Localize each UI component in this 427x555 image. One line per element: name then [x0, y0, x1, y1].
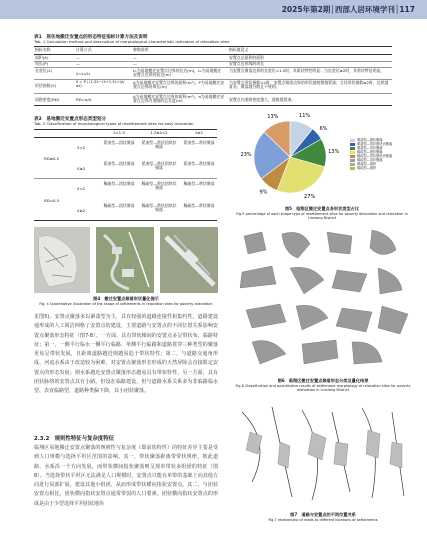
fig4-aerial-images [34, 227, 218, 295]
table1-r1-name: 面积(A) [35, 55, 49, 60]
page-header-text: 2025年第2期│西部人居环境学刊│117 [281, 5, 415, 14]
table2-g2r1-c1: 稀疏型—团状聚落 [103, 181, 135, 186]
pie-label: 6% [319, 125, 328, 132]
pie-label: 9% [259, 189, 268, 196]
table2-col3-head: λ≥2 [194, 130, 204, 135]
fig5-caption: 图5 临翔区搬迁安置点各形状类型占比 [284, 206, 360, 211]
table1-r4-meaning: 当安置点形状指数<2时，安置点聚落边界的形状越规整越紧凑；当其形状指数≥2时，边界越复杂，聚落越分散且不规则。 [229, 80, 389, 90]
table2-group2-label: RD<0.5 [44, 198, 60, 203]
fig7-caption-en: Fig.7 relationship of roads to different locations of settlements [268, 518, 378, 522]
body-paragraph-2: 临翔区易地搬迁安置点聚落的规则性与复杂度（即前状特性）的特征差异主要是受到人口规模与选择平坦区范围的影响。其一，带状聚落距离带带状规律，彼此道路、水系沿一个方向发展，而带状横间指状聚落则呈现单带状多组团的特征（图8）。当选择带状平坦区无法满足人口规模时，安置点只能在单带的基础上向其他方向进行局部扩展，建设其他小组团，从而形成带状横向指状安置点。其二，与团状安置点相比，团状横向指状安置点通常带弱的人口要素。团状横向指状安置点的形成是由于少型选择平坦团状地块 [34, 445, 218, 507]
pie-label: 23% [240, 151, 252, 158]
table1-r1-formula: — [76, 55, 80, 60]
pie-label: 13% [328, 149, 340, 156]
fig5-legend-item: 稀疏型—团块 [357, 166, 377, 170]
table2-group1-label: RD≥0.5 [44, 156, 60, 161]
table1-head-rule [34, 54, 392, 55]
table2-col2-head: 1.5≤λ<2 [150, 130, 168, 135]
table2-title-en: Tab. 2 Classification of morphological types of resettlement sites for easy relocation [34, 121, 194, 126]
table2-bottom-rule [34, 220, 217, 221]
table1-title: 表1 居住地搬迁安置点的形态特征指标计算方法及说明 [34, 35, 148, 40]
fig5-legend-item: 稀疏型—团状聚落 [357, 150, 383, 154]
table2-col1-head: λ<1.5 [113, 130, 125, 135]
table1-r2-params: — [133, 61, 137, 66]
table1-r5-name: 道路密度(RD) [35, 97, 60, 102]
fig4-caption: 图4 搬迁安置点聚落形状量化提示 [93, 296, 159, 301]
body-paragraph-1: 见图5)。安置点聚落多以紧凑型为主，具有较强的道路连接性和集约性，道路建设通形成的人工简洁网格了安置点的建设，主要道路与安置点的不同位置关系影响安置点聚落形态特征（图7-8）。一方面，具有带状梯间的安置点多呈带状布，临路特征；第一，一侧平行临水一侧平行临路、单侧平行临路和道路贯穿三种类型的聚落更易呈带状发展，且距离道路越近则越易趋于带状特性；第二，与道路交通角形成、河流水系由于改造较为困难，对安置点聚落形态形成的天然屏障会直接限定安置点的形态发展；则水系越近安置点聚落形态越易具有带状特性，另一方面，具有团状脉络的安置点其有小路。但设在临路建设，但与道路水系关系多为非临路临水型、表直临路型，道路种类偏下降，其小团状聚落。 [34, 314, 218, 395]
table1-title-en: Tab. 1 Calculation method and description of morphological characteristic indicators of relocation sites [34, 39, 230, 44]
table2-g2r2-c2: 稀疏型—带状团块状聚落 [141, 203, 177, 213]
page-header-band [0, 0, 427, 19]
table1-r1-params: — [133, 55, 137, 60]
table2-head-rule [34, 137, 217, 138]
table2-top-rule [34, 129, 217, 130]
table2-g2r1-s: S<2 [77, 186, 86, 191]
table1-r4-name: 形状指数(S) [35, 83, 57, 88]
table2-g1r2-c2: 紧凑型—带状团块状聚落 [141, 161, 177, 171]
table2-g2r2-c3: 稀疏型—带状聚落 [183, 203, 215, 208]
fig5-legend-item: 紧凑型—带状团块状聚落 [357, 142, 393, 146]
fig7-caption: 图7 道路与安置点的不同位置关系 [290, 512, 356, 517]
table1-r2-formula: — [76, 61, 80, 66]
pie-label: 11% [299, 113, 311, 120]
table2-g2r2-s: S≥2 [77, 208, 86, 213]
fig6-settlement-shapes [232, 224, 414, 374]
fig5-legend-item: 紧凑型—团状聚落 [357, 138, 383, 142]
table1-r5-meaning: 安置点内道路密度越大，道路越紧凑。 [229, 97, 296, 102]
table2-g1r2-s: S≥2 [77, 166, 86, 171]
table1-head-meaning: 指标值意义 [229, 47, 249, 52]
table2-g1r1-c3: 紧凑型—带状聚落 [183, 140, 215, 145]
table2-g2r1-c3: 稀疏型—带状聚落 [183, 181, 215, 186]
table2-g1r2-c3: 紧凑型—带状聚落 [183, 161, 215, 166]
fig4-caption-en: Fig. 4 Quantitative illustration of the shape of settlements in relocation sites for poverty alleviation [39, 302, 213, 306]
table1-r3-formula: λ=L₁/L₂ [76, 71, 91, 76]
table1-r3-name: 长宽比(λ) [35, 68, 53, 73]
pie-label: 27% [304, 193, 316, 200]
table2-g2r1-c2: 稀疏型—带状团块状聚落 [141, 181, 177, 191]
section-heading-2-3-2: 2.3.2 规则性特征与复杂度特征 [34, 436, 115, 442]
fig6-caption: 图6 临翔区搬迁安置点聚落形态分类及量化结果 [277, 378, 369, 383]
fig5-caption-en: Fig.5 percentage of each shape type of resettlement sites for poverty alleviation and relocation in Linxiang District [236, 212, 408, 221]
table2-group-rule [34, 178, 217, 179]
pie-label: 13% [267, 113, 279, 120]
table2-g1r1-c1: 紧凑型—团状聚落 [103, 140, 135, 145]
table2-g2r2-c1: 稀疏型—团状聚落 [103, 203, 135, 208]
table1-r1-meaning: 安置点总面积的面积 [229, 55, 265, 60]
table1-r3-meaning: 当安置点聚落边界的长宽比<1.5时，其斑状特性明显；当长宽比≥2时，其带状特征明显。 [229, 68, 385, 73]
fig5-legend-item: 紧凑型—带状聚落 [357, 146, 383, 150]
table1-head-name: 指标名称 [35, 47, 51, 52]
table1-bottom-rule [34, 105, 392, 106]
table1-r3-params: L₁为易地搬迁安置点边界的长边(m)，L₂为易地搬迁安置点边界的短边(m) [133, 68, 222, 78]
table1-row-rule [34, 61, 392, 62]
table1-r4-formula: S = P / (1.5λ−√λ+1.5)·√(A/πλ) [76, 80, 125, 89]
table1-r2-name: 周长(P) [35, 61, 49, 66]
table1-head-formula: 计算公式 [76, 47, 92, 52]
fig6-caption-en: Fig.6 Classification and quantitative results of settlement morphology of relocation sites for poverty alleviation in Linxiang District [235, 384, 411, 393]
table2-title: 表2 易地搬迁安置点形态类型划分 [34, 117, 107, 122]
table1-head-params: 参数说明 [133, 47, 149, 52]
table1-r5-params: A为易地搬迁安置点边界的面积(m²)，a为易地搬迁安置点边界内道路的总长度(m) [133, 94, 225, 104]
table1-r4-params: A为易地搬迁安置点边界的面积(m²)，P为易地搬迁安置点边界的周长(m) [133, 80, 225, 90]
table2-g1r1-s: S<2 [77, 145, 86, 150]
table1-r2-meaning: 安置点边界线的周长 [229, 61, 265, 66]
fig5-legend [350, 138, 392, 170]
fig7-road-relationships [232, 402, 414, 508]
fig5-legend-item: 稀疏型—带状团块状聚落 [357, 154, 393, 158]
fig5-legend-item: 紧凑型—团块 [357, 162, 377, 166]
table2-g1r1-c2: 紧凑型—带状团块状聚落 [141, 140, 177, 150]
fig5-legend-item: 稀疏型—带状聚落 [357, 158, 383, 162]
table2-g1r2-c1: 紧凑型—团状聚落 [103, 161, 135, 166]
table1-r5-formula: RD=a/A [76, 97, 92, 102]
